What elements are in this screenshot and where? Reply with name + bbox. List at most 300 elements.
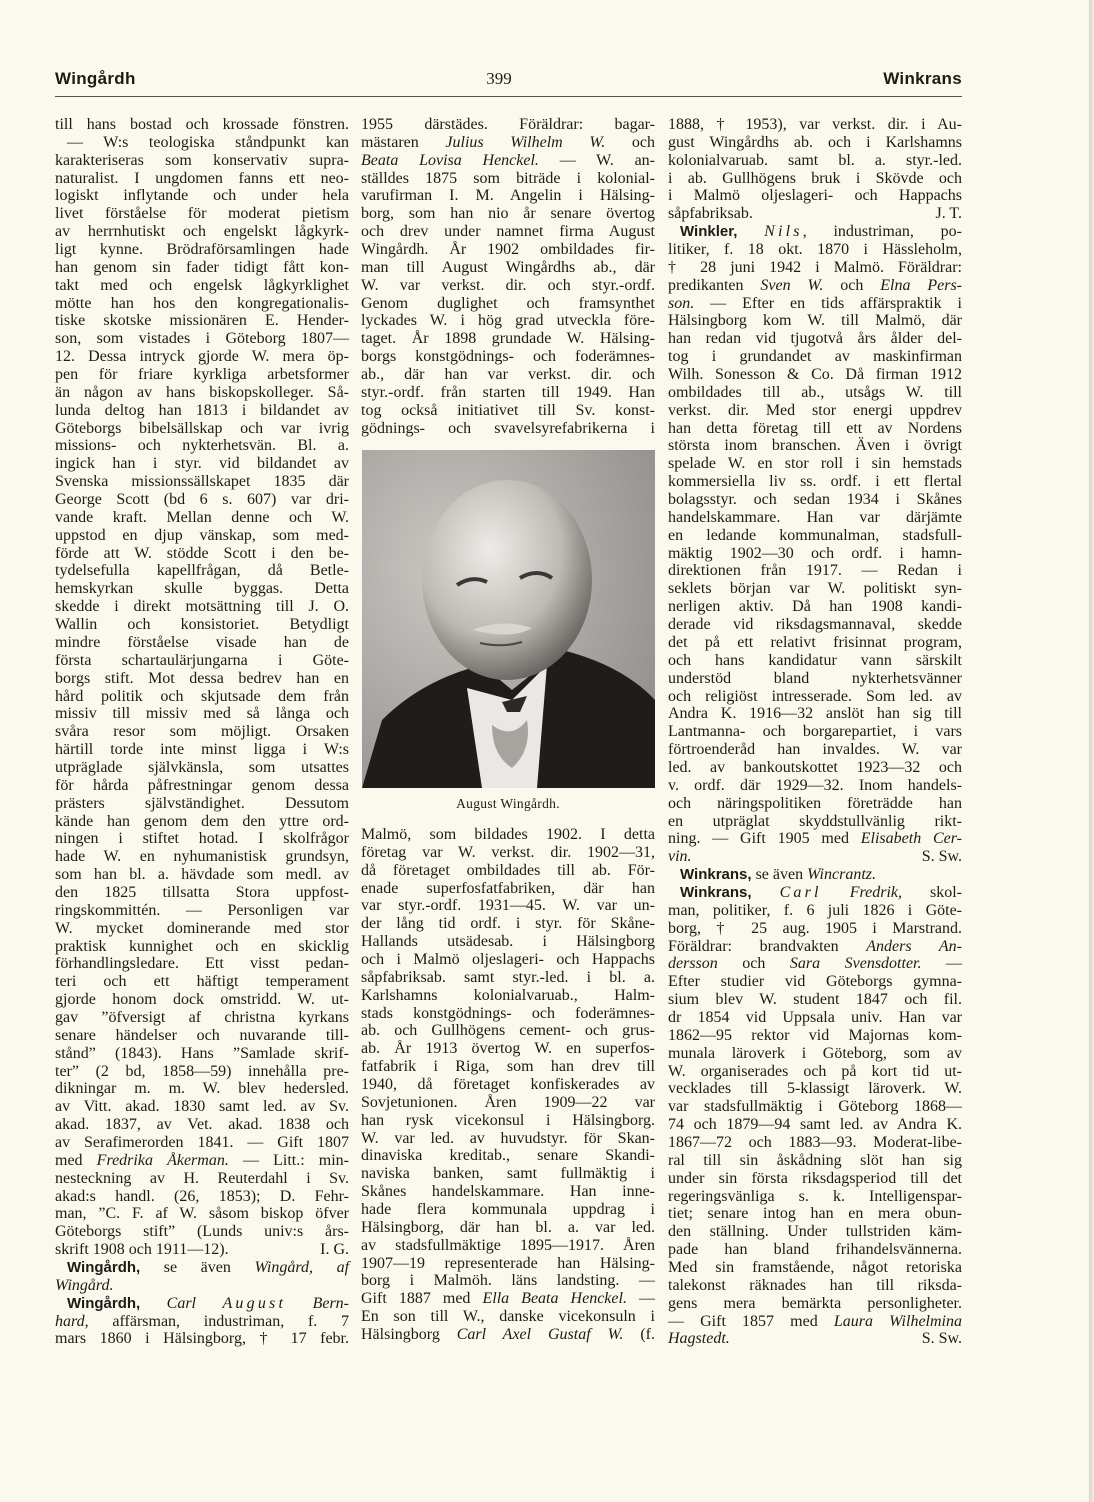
author-signature: I. G.: [320, 1241, 349, 1259]
text-run: som han bl. a. hävdade som medl. av: [55, 866, 349, 884]
text-run: lunda deltog han 1813 i bildandet av: [55, 401, 349, 419]
text-run: han detta företag till ett av Nordens: [668, 419, 962, 437]
line-text: [668, 205, 753, 223]
text-run: kommersiella liv ss. ordf. i ett flertal: [668, 473, 962, 491]
text-run: son, som vistades i Göteborg 1807—: [55, 330, 349, 348]
text-run: en utpräglat skyddstullvänlig rikt-: [668, 812, 962, 830]
text-line: [668, 1313, 962, 1331]
text-run: vecklades till 5-klassigt läroverk. W.: [668, 1080, 962, 1098]
text-line: [361, 1219, 655, 1237]
text-line: [361, 295, 655, 313]
text-run: senare händelser och nuvarande till-: [55, 1026, 349, 1044]
text-line: [361, 223, 655, 241]
text-run: var styr.-ordf. 1931—45. W. var un-: [361, 897, 655, 915]
text-line: [668, 652, 962, 670]
text-line: [668, 241, 962, 259]
text-run: Wallin och konsistoriet. Betydligt: [55, 616, 349, 634]
italic-name: vin.: [668, 848, 692, 866]
text-run: takt med och engelsk lågkyrklighet: [55, 276, 349, 294]
text-line: [668, 134, 962, 152]
text-run: och: [823, 276, 881, 294]
text-line: [668, 1241, 962, 1259]
text-line: [55, 1170, 349, 1188]
text-line: [668, 562, 962, 580]
text-line: [55, 1330, 349, 1348]
text-line: [361, 1308, 655, 1326]
text-line: [55, 134, 349, 152]
text-run: Hälsingborg kom W. till Malmö, där: [668, 312, 962, 330]
text-line: [55, 1205, 349, 1223]
text-run: karakteriseras som konservativ supra-: [55, 151, 349, 169]
text-line: [361, 1147, 655, 1165]
text-run: der lång tid ordf. i styr. för Skåne-: [361, 915, 655, 933]
text-run: (f.: [623, 1326, 655, 1344]
text-run: än någon av hans biskopskolleger. Så-: [55, 383, 349, 401]
text-line: [55, 1116, 349, 1134]
text-run: och drev under namnet firma August: [361, 223, 655, 241]
text-run: stånd” (1843). Hans ”Samlade skrif-: [55, 1044, 349, 1062]
text-line: [55, 634, 349, 652]
text-run: styr.-ordf. från starten till 1949. Han: [361, 383, 655, 401]
text-line: [361, 330, 655, 348]
text-run: borg i Malmöh. läns landsting. —: [361, 1272, 655, 1290]
italic-name: Julius Wilhelm W.: [445, 133, 606, 151]
text-run: — W:s teologiska ståndpunkt kan: [67, 133, 349, 151]
text-run: varufirman I. M. Angelin i Hälsing-: [361, 187, 655, 205]
text-line: [55, 1045, 349, 1063]
text-run: borg, † 25 aug. 1905 i Marstrand.: [668, 919, 962, 937]
header-rule: [55, 96, 962, 97]
text-run: vande kraft. Mellan denne och W.: [55, 508, 349, 526]
text-line: [55, 1241, 349, 1259]
text-run: han redan vid tjugotvå års ålder del-: [668, 330, 962, 348]
text-line: [668, 330, 962, 348]
text-line: [55, 348, 349, 366]
text-line: [668, 1205, 962, 1223]
text-run: Svenska missionssällskapet 1835 där: [55, 473, 349, 491]
text-run: gens mera bemärkta personligheter.: [668, 1294, 962, 1312]
text-run: tog också initiativet till Sv. konst-: [361, 401, 655, 419]
text-line: [668, 1009, 962, 1027]
text-line: [55, 670, 349, 688]
text-run: † 28 juni 1942 i Malmö. Föräldrar:: [668, 258, 962, 276]
text-line: [668, 759, 962, 777]
text-run: Andra K. 1916—32 anslöt han sig till: [668, 705, 962, 723]
text-line: [55, 813, 349, 831]
text-line: [668, 991, 962, 1009]
text-run: naturalist. I ungdomen fanns ett neo-: [55, 169, 349, 187]
text-run: han rysk vicekonsul i Hälsingborg.: [361, 1111, 655, 1129]
text-line: [55, 902, 349, 920]
text-run: dinaviska kreditab., senare Skandi-: [361, 1147, 655, 1165]
text-line: [361, 951, 655, 969]
text-line: [668, 277, 962, 295]
column-right: [668, 116, 962, 1348]
text-run: litiker, f. 18 okt. 1870 i Hässleholm,: [668, 241, 962, 259]
text-run: dikningar m. m. W. blev hedersled.: [55, 1080, 349, 1098]
text-line: [668, 920, 962, 938]
italic-name: Fredrik,: [849, 883, 902, 901]
text-run: borg, som han nio år senare övertog: [361, 205, 655, 223]
text-line: [55, 598, 349, 616]
text-line: [668, 312, 962, 330]
text-run: ab. och Gullhögens cement- och grus-: [361, 1022, 655, 1040]
text-run: Föräldrar: brandvakten: [668, 937, 867, 955]
text-line: [668, 509, 962, 527]
text-run: såpfabriksab.: [668, 205, 753, 223]
text-line: [361, 1112, 655, 1130]
text-line: [55, 723, 349, 741]
text-run: skrift 1908 och 1911—12).: [55, 1241, 229, 1259]
text-line: [361, 933, 655, 951]
text-line: [668, 580, 962, 598]
text-line: [668, 527, 962, 545]
text-run: W. var verkst. dir. och styr.-ordf.: [361, 276, 655, 294]
text-run: hade flera kommunala uppdrag i: [361, 1201, 655, 1219]
text-line: [668, 473, 962, 491]
text-run: akad:s handl. (26, 1853); D. Fehr-: [55, 1187, 349, 1205]
text-line: [55, 491, 349, 509]
text-run: förtroenderåd han invaldes. W. var: [668, 741, 962, 759]
text-line: [668, 205, 962, 223]
italic-name: Ella Beata Henckel.: [482, 1290, 627, 1308]
text-run: ombildades till ab., utsågs W. till: [668, 383, 962, 401]
italic-name: Laura Wilhelmina: [833, 1312, 962, 1330]
text-line: [55, 973, 349, 991]
text-run: Gift 1887 med: [361, 1290, 483, 1308]
text-run: 1907—19 representerade han Hälsing-: [361, 1254, 655, 1272]
text-line: [55, 1009, 349, 1027]
text-line: [668, 866, 962, 884]
text-line: [361, 1201, 655, 1219]
text-line: [361, 152, 655, 170]
text-line: [361, 1022, 655, 1040]
text-run: mars 1860 i Hälsingborg, † 17 febr.: [55, 1330, 349, 1348]
text-run: härtill torde inte minst ligga i W:s: [55, 741, 349, 759]
author-signature: S. Sw.: [921, 1330, 962, 1348]
text-line: [668, 1045, 962, 1063]
text-line: [361, 170, 655, 188]
text-run: hade W. en nyhumanistisk grundsyn,: [55, 848, 349, 866]
text-run: lyckades W. i hög grad utveckla före-: [361, 312, 655, 330]
text-line: [55, 884, 349, 902]
text-run: i Malmö oljeslageri- och Happachs: [668, 187, 962, 205]
text-run: av herrnhutiskt och engelskt lågkyrk-: [55, 223, 349, 241]
text-line: [361, 969, 655, 987]
text-run: av Serafimerorden 1841. — Gift 1807: [55, 1133, 349, 1151]
text-run: ab. År 1913 övertog W. en superfos-: [361, 1040, 655, 1058]
text-line: [361, 134, 655, 152]
text-line: [55, 152, 349, 170]
text-run: Göteborgs stift” (Lunds univ:s års-: [55, 1223, 349, 1241]
text-line: [55, 1223, 349, 1241]
text-line: [361, 366, 655, 384]
text-run: understöd bland nykterhetsvänner: [668, 669, 962, 687]
text-line: [361, 187, 655, 205]
text-run: den 1825 tillsatta Stora uppfost-: [55, 883, 349, 901]
text-run: kolonialvaruab. samt bl. a. styr.-led.: [668, 151, 962, 169]
text-line: [668, 1080, 962, 1098]
text-run: handelskammare. Han var därjämte: [668, 508, 962, 526]
text-line: [668, 884, 962, 902]
text-line: [668, 152, 962, 170]
text-line: [668, 616, 962, 634]
text-run: direktionen från 1917. — Redan i: [668, 562, 962, 580]
spaced-given-name: Nils: [764, 223, 803, 241]
italic-name: Sara Svensdotter.: [789, 955, 922, 973]
text-run: —: [921, 955, 962, 973]
text-line: [668, 1116, 962, 1134]
text-line: [55, 777, 349, 795]
text-line: [55, 1277, 349, 1295]
text-line: [55, 223, 349, 241]
text-run: W. mycket dominerande med stor: [55, 919, 349, 937]
text-line: [361, 1058, 655, 1076]
text-run: W. organiserades och på kort tid ut-: [668, 1062, 962, 1080]
text-run: livet förståelse för moderat pietism: [55, 205, 349, 223]
text-run: [822, 884, 850, 901]
entry-headword: Winkrans,: [680, 866, 752, 884]
text-run: affärsman, industriman, f. 7: [88, 1312, 349, 1330]
text-line: [668, 1134, 962, 1152]
text-line: [361, 1237, 655, 1255]
text-run: ringskommittén. — Personligen var: [55, 901, 349, 919]
text-run: Lantmanna- och borgarepartiet, i vars: [668, 723, 962, 741]
text-run: verkst. dir. Med stor energi uppdrev: [668, 401, 962, 419]
text-run: ab., där han var verkst. dir. och: [361, 366, 655, 384]
text-run: — Gift 1857 med: [668, 1312, 834, 1330]
text-run: ning. — Gift 1905 med: [668, 830, 861, 848]
text-line: [668, 437, 962, 455]
italic-name: Wingård.: [55, 1276, 114, 1294]
text-run: Hallands utsädesab. i Hälsingborg: [361, 933, 655, 951]
text-line: [668, 741, 962, 759]
text-run: missiv till missiv med så långa och: [55, 705, 349, 723]
text-line: [55, 312, 349, 330]
text-line: [55, 830, 349, 848]
text-line: [55, 938, 349, 956]
text-run: tiske skotske missionären E. Hender-: [55, 312, 349, 330]
text-run: Karlshamns kolonialvaruab., Halm-: [361, 986, 655, 1004]
text-run: Hälsingborg: [361, 1326, 457, 1344]
text-run: Sovjetunionen. Åren 1909—22 var: [361, 1093, 655, 1111]
text-run: mästaren: [361, 133, 446, 151]
text-line: [668, 402, 962, 420]
text-line: [668, 1223, 962, 1241]
line-text: [668, 1330, 730, 1348]
text-run: [737, 223, 764, 240]
text-run: han genom sin fader tidigt fått kon-: [55, 258, 349, 276]
text-run: 74 och 1879—94 samt led. av Andra K.: [668, 1116, 962, 1134]
text-line: [55, 384, 349, 402]
italic-name: dersson: [668, 955, 718, 973]
text-run: [140, 1295, 166, 1312]
text-line: [361, 205, 655, 223]
text-run: 12. Dessa intryck gjorde W. mera öp-: [55, 348, 349, 366]
text-line: [668, 1330, 962, 1348]
text-line: [55, 741, 349, 759]
text-line: [668, 259, 962, 277]
text-run: företag var W. verkst. dir. 1902—31,: [361, 843, 655, 861]
text-line: [55, 652, 349, 670]
text-run: till hans bostad och krossade fönstren.: [55, 116, 349, 133]
text-line: [361, 241, 655, 259]
text-line: [55, 170, 349, 188]
column-middle-top: [361, 116, 655, 437]
text-run: den ställning. Under tullstriden käm-: [668, 1223, 962, 1241]
text-run: och: [605, 133, 655, 151]
text-run: — Efter en tids affärspraktik i: [694, 294, 962, 312]
text-line: [668, 1170, 962, 1188]
text-run: mäktig 1902—30 och ordf. i hamn-: [668, 544, 962, 562]
text-line: [668, 170, 962, 188]
text-line: [668, 598, 962, 616]
text-run: — Litt.: min-: [228, 1151, 349, 1169]
text-line: [361, 1165, 655, 1183]
text-line: [361, 1290, 655, 1308]
text-run: såpfabriksab. samt styr.-led. i bl. a.: [361, 968, 655, 986]
text-run: en ledande kommunalman, stadsfull-: [668, 526, 962, 544]
text-line: [55, 473, 349, 491]
text-line: [361, 1255, 655, 1273]
text-line: [668, 545, 962, 563]
text-run: skedde i direkt motsättning till J. O.: [55, 598, 349, 616]
text-line: [55, 402, 349, 420]
text-run: man, politiker, f. 6 juli 1826 i Göte-: [668, 901, 962, 919]
text-run: 1862—95 rektor vid Majornas kom-: [668, 1026, 962, 1044]
text-run: kände han genom dem den yttre ord-: [55, 812, 349, 830]
text-run: under sin första riksdagsperiod till det: [668, 1169, 962, 1187]
text-line: [361, 1076, 655, 1094]
text-line: [361, 277, 655, 295]
text-line: [668, 1295, 962, 1313]
text-line: [668, 187, 962, 205]
text-run: och i Malmö oljeslageri- och Happachs: [361, 951, 655, 969]
text-run: för hårda påfrestningar genom dessa: [55, 776, 349, 794]
text-line: [668, 795, 962, 813]
text-line: [55, 277, 349, 295]
text-run: stads konstgödnings- och foderämnes-: [361, 1004, 655, 1022]
text-line: [55, 527, 349, 545]
entry-headword: Wingårdh,: [67, 1294, 141, 1312]
text-line: [361, 844, 655, 862]
text-line: [668, 1027, 962, 1045]
text-line: [55, 1259, 349, 1277]
text-line: [55, 545, 349, 563]
text-run: pade han bland frihandelsvännerna.: [668, 1241, 962, 1259]
text-line: [361, 915, 655, 933]
text-line: [668, 455, 962, 473]
text-run: Malmö, som bildades 1902. I detta: [361, 826, 655, 843]
text-run: seklets början var W. politiskt syn-: [668, 580, 962, 598]
text-run: ingick han i styr. vid bildandet av: [55, 455, 349, 473]
text-line: [361, 826, 655, 844]
text-run: spelade W. en stor roll i sin hemstads: [668, 455, 962, 473]
italic-name: Wingård, af: [254, 1259, 350, 1276]
text-run: Hälsingborg, där han bl. a. var led.: [361, 1218, 655, 1236]
text-line: [55, 455, 349, 473]
text-line: [668, 938, 962, 956]
text-run: fatfabrik i Riga, som han drev till: [361, 1058, 655, 1076]
italic-name: Anders An-: [866, 937, 963, 955]
text-run: i ab. Gullhögens bruk i Skövde och: [668, 169, 962, 187]
entry-headword: Winkler,: [680, 223, 738, 241]
text-line: [55, 241, 349, 259]
text-run: ligt kynne. Brödraförsamlingen hade: [55, 241, 349, 259]
text-line: [55, 1098, 349, 1116]
text-line: [361, 312, 655, 330]
text-line: [361, 348, 655, 366]
text-run: talekonst räknades han till riksda-: [668, 1276, 962, 1294]
text-line: [668, 705, 962, 723]
text-line: [361, 384, 655, 402]
text-run: Med sin framstående, något retoriska: [668, 1259, 962, 1276]
text-run: borgs stift. Mot dessa bedrev han en: [55, 669, 349, 687]
text-run: regeringsvänliga s. k. Intelligenspar-: [668, 1187, 962, 1205]
text-run: 1955 därstädes. Föräldrar: bagar-: [361, 116, 655, 133]
text-line: [55, 509, 349, 527]
text-run: predikanten: [668, 276, 761, 294]
text-run: munala läroverk i Göteborg, som av: [668, 1044, 962, 1062]
text-run: logiskt inflytande och under hela: [55, 187, 349, 205]
text-run: tydelsefulla kapellfrågan, då Betle-: [55, 562, 349, 580]
text-line: [668, 420, 962, 438]
text-run: — W. an-: [538, 151, 655, 169]
text-run: sium blev W. student 1847 och fil.: [668, 991, 962, 1009]
text-run: med: [55, 1151, 97, 1169]
text-run: gjorde honom dock omstridd. W. ut-: [55, 991, 349, 1009]
text-line: [55, 920, 349, 938]
text-line: [55, 1080, 349, 1098]
text-line: [55, 116, 349, 134]
text-run: En son till W., danske vicekonsuln i: [361, 1308, 655, 1326]
text-line: [668, 491, 962, 509]
text-run: [752, 884, 780, 901]
text-run: borgs konstgödnings- och foderämnes-: [361, 348, 655, 366]
text-run: W. var led. av huvudstyr. för Skan-: [361, 1129, 655, 1147]
text-line: [55, 848, 349, 866]
text-run: och näringspolitiken företrädde han: [668, 794, 962, 812]
text-line: [668, 634, 962, 652]
text-line: [55, 366, 349, 384]
text-line: [55, 1188, 349, 1206]
text-run: tog i grundandet av maskinfirman: [668, 348, 962, 366]
text-run: av stadsfullmäktige 1895—1917. Åren: [361, 1236, 655, 1254]
text-line: [668, 1152, 962, 1170]
text-line: [55, 616, 349, 634]
text-run: förde att W. stödde Scott i den be-: [55, 544, 349, 562]
text-line: [55, 437, 349, 455]
text-line: [55, 205, 349, 223]
text-line: [55, 688, 349, 706]
text-run: största inom branschen. Även i övrigt: [668, 437, 962, 455]
text-run: Wilh. Sonesson & Co. Då firman 1912: [668, 366, 962, 384]
text-run: ter” (2 bd, 1858—59) innehålla pre-: [55, 1062, 349, 1080]
text-run: 1888, † 1953), var verkst. dir. i Au-: [668, 116, 962, 133]
text-run: Efter studier vid Göteborgs gymna-: [668, 973, 962, 991]
text-line: [55, 562, 349, 580]
text-run: Göteborgs bibelsällskap och var ivrig: [55, 419, 349, 437]
entry-headword: Wingårdh,: [67, 1259, 141, 1276]
text-run: och: [717, 955, 790, 973]
text-run: var stadsfullmäktig i Göteborg 1868—: [668, 1098, 962, 1116]
page-edge: [1089, 0, 1094, 1502]
text-line: [668, 1188, 962, 1206]
text-run: se även: [751, 866, 808, 884]
text-line: [668, 116, 962, 134]
text-run: första schartaulärjungarna i Göte-: [55, 651, 349, 669]
text-line: [668, 848, 962, 866]
